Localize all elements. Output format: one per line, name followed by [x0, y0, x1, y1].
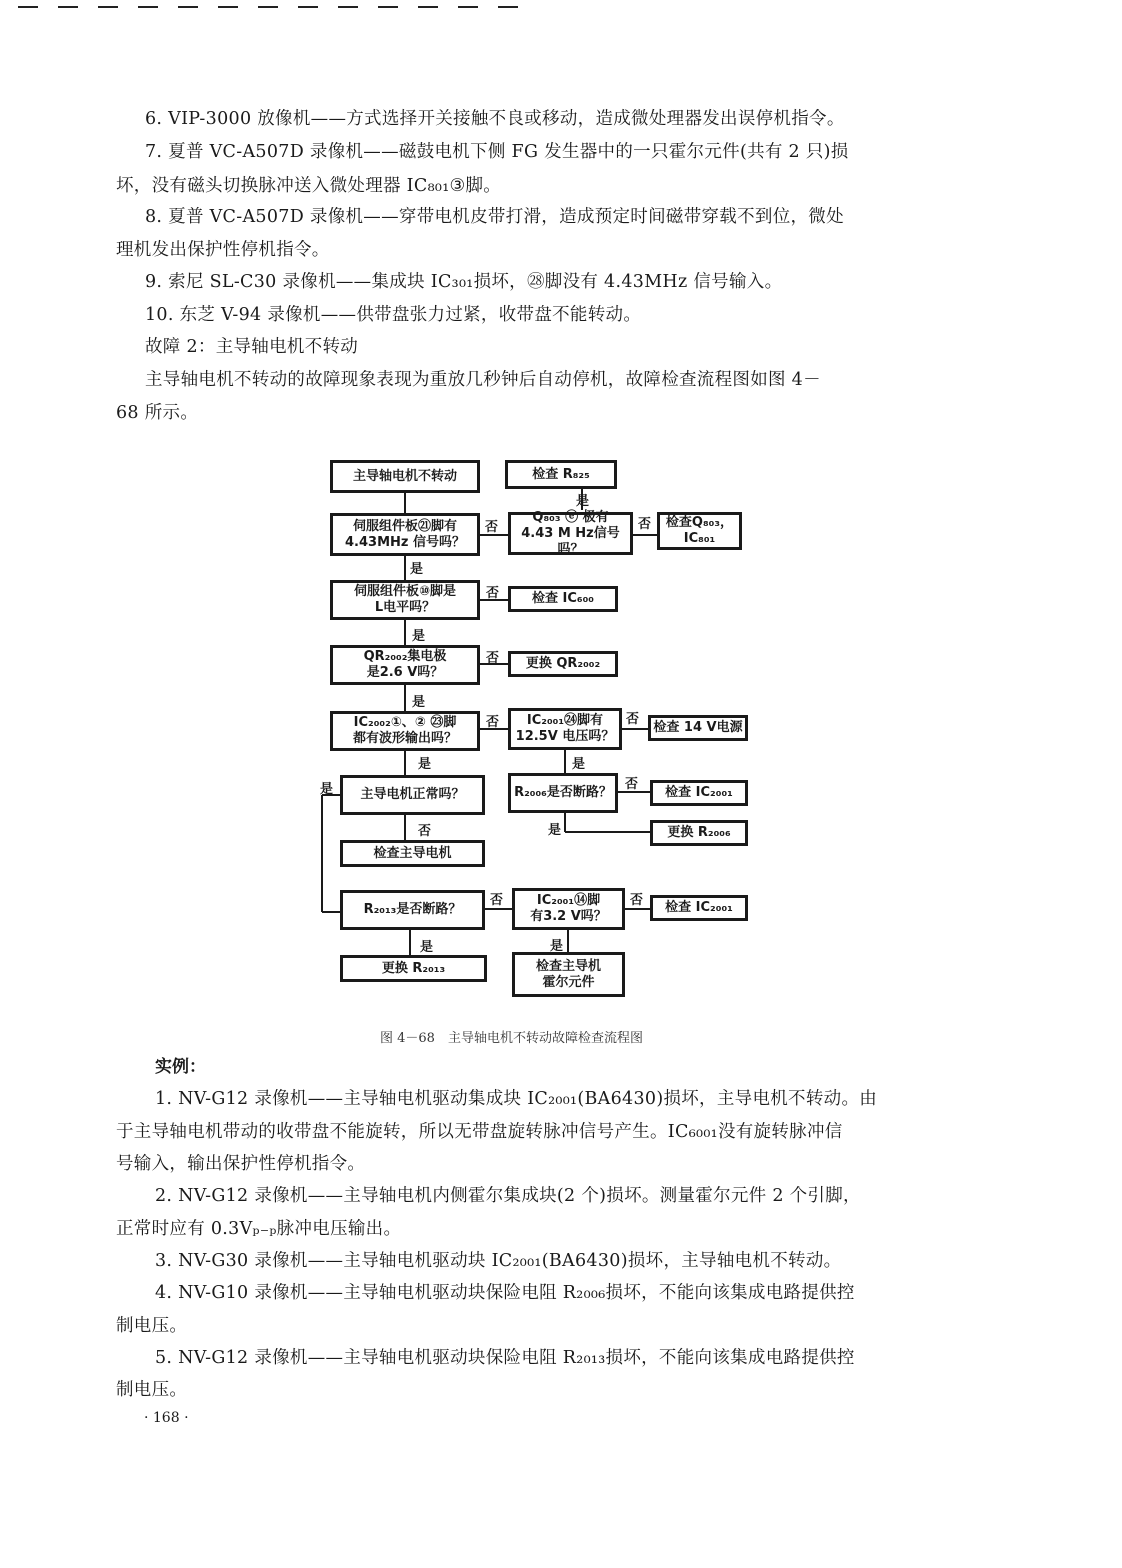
flow-box-ic2001-pin24: IC₂₀₀₁㉔脚有 12.5V 电压吗？	[508, 708, 622, 750]
flow-box-qr2002: QR₂₀₀₂集电极 是2.6 V吗？	[330, 645, 480, 685]
label-no: 否	[626, 712, 640, 727]
flow-box-check-ic600: 检查 IC₆₀₀	[508, 586, 618, 612]
label-yes: 是	[320, 782, 334, 797]
flow-box-r2006-open: R₂₀₀₆是否断路？	[508, 773, 618, 813]
text-line: 制电压。	[116, 1316, 188, 1336]
label-no: 否	[625, 777, 639, 792]
text-line: 10. 东芝 V-94 录像机——供带盘张力过紧，收带盘不能转动。	[145, 305, 642, 325]
label-yes: 是	[420, 940, 434, 955]
label-no: 否	[630, 893, 644, 908]
flow-box-r2013-open: R₂₀₁₃是否断路？	[340, 890, 485, 930]
text-line: 6. VIP-3000 放像机——方式选择开关接触不良或移动，造成微处理器发出误停机指令。	[145, 109, 845, 129]
flow-box-ic2001-pin14: IC₂₀₀₁⑭脚 有3.2 V吗？	[512, 888, 625, 930]
label-yes: 是	[418, 757, 432, 772]
label-yes: 是	[550, 939, 564, 954]
page-number: · 168 ·	[144, 1410, 189, 1426]
flow-box-q803: Q₈₀₃ ⓔ 极有 4.43 M Hz信号吗？	[508, 512, 633, 555]
text-line: 制电压。	[116, 1380, 188, 1400]
text-line: 4. NV-G10 录像机——主导轴电机驱动块保险电阻 R₂₀₀₆损坏，不能向该集成电路提供控	[155, 1283, 855, 1303]
flow-box-check-r825: 检查 R₈₂₅	[505, 460, 617, 489]
text-line: 3. NV-G30 录像机——主导轴电机驱动块 IC₂₀₀₁(BA6430)损坏，主导轴电机不转动。	[155, 1251, 842, 1271]
flow-box-check-q803: 检查Q₈₀₃， IC₈₀₁	[657, 512, 742, 550]
figure-caption: 图 4－68 主导轴电机不转动故障检查流程图	[380, 1031, 643, 1046]
text-line: 正常时应有 0.3Vₚ₋ₚ脉冲电压输出。	[116, 1219, 402, 1239]
flow-box-check-hall: 检查主导机 霍尔元件	[512, 952, 625, 997]
label-no: 否	[485, 520, 499, 535]
text-line: 理机发出保护性停机指令。	[116, 240, 330, 260]
section-heading: 故障 2：主导轴电机不转动	[145, 337, 359, 357]
label-no: 否	[486, 715, 500, 730]
label-no: 否	[638, 517, 652, 532]
flow-box-check-motor: 检查主导电机	[340, 840, 485, 867]
text-line: 9. 索尼 SL-C30 录像机——集成块 IC₃₀₁损坏，㉘脚没有 4.43MHz 信号输入。	[145, 272, 783, 292]
flow-box-check-14v: 检查 14 V电源	[648, 715, 748, 741]
flow-box-check-ic2001-b: 检查 IC₂₀₀₁	[650, 895, 748, 921]
text-line: 坏，没有磁头切换脉冲送入微处理器 IC₈₀₁③脚。	[116, 176, 502, 196]
flow-box-servo-pin21: 伺服组件板㉑脚有 4.43MHz 信号吗？	[330, 513, 480, 556]
examples-heading: 实例：	[155, 1057, 206, 1077]
label-no: 否	[490, 893, 504, 908]
flow-box-start: 主导轴电机不转动	[330, 460, 480, 493]
flow-box-replace-qr2002: 更换 QR₂₀₀₂	[508, 651, 618, 677]
text-line: 8. 夏普 VC-A507D 录像机——穿带电机皮带打滑，造成预定时间磁带穿载不到位，微处	[145, 207, 844, 227]
text-line: 号输入，输出保护性停机指令。	[116, 1154, 366, 1174]
label-yes: 是	[410, 562, 424, 577]
flow-box-ic2002-output: IC₂₀₀₂①、② ㉓脚 都有波形输出吗？	[330, 711, 480, 751]
text-line: 68 所示。	[116, 403, 199, 423]
text-line: 1. NV-G12 录像机——主导轴电机驱动集成块 IC₂₀₀₁(BA6430)损坏，主导电机不转动。由	[155, 1089, 878, 1109]
text-line: 7. 夏普 VC-A507D 录像机——磁鼓电机下侧 FG 发生器中的一只霍尔元件(共有 2 只)损	[145, 142, 849, 162]
flow-box-servo-pin10: 伺服组件板⑩脚是 L电平吗？	[330, 580, 480, 620]
label-yes: 是	[548, 823, 562, 838]
label-yes: 是	[576, 494, 590, 509]
flow-box-replace-r2006: 更换 R₂₀₀₆	[650, 820, 748, 846]
label-no: 否	[486, 586, 500, 601]
text-line: 主导轴电机不转动的故障现象表现为重放几秒钟后自动停机，故障检查流程图如图 4－	[145, 370, 821, 390]
header-dash-rule	[18, 6, 538, 10]
label-yes: 是	[412, 629, 426, 644]
text-line: 2. NV-G12 录像机——主导轴电机内侧霍尔集成块(2 个)损坏。测量霍尔元件 2 个引脚，	[155, 1186, 861, 1206]
label-no: 否	[418, 824, 432, 839]
label-yes: 是	[572, 757, 586, 772]
text-line: 5. NV-G12 录像机——主导轴电机驱动块保险电阻 R₂₀₁₃损坏，不能向该集成电路提供控	[155, 1348, 855, 1368]
flow-box-check-ic2001-a: 检查 IC₂₀₀₁	[650, 780, 748, 806]
label-yes: 是	[412, 695, 426, 710]
flow-box-replace-r2013: 更换 R₂₀₁₃	[340, 955, 487, 982]
label-no: 否	[486, 651, 500, 666]
flowchart	[300, 455, 780, 1015]
flow-box-motor-ok: 主导电机正常吗？	[340, 775, 485, 815]
text-line: 于主导轴电机带动的收带盘不能旋转，所以无带盘旋转脉冲信号产生。IC₆₀₀₁没有旋转脉冲信	[116, 1122, 843, 1142]
